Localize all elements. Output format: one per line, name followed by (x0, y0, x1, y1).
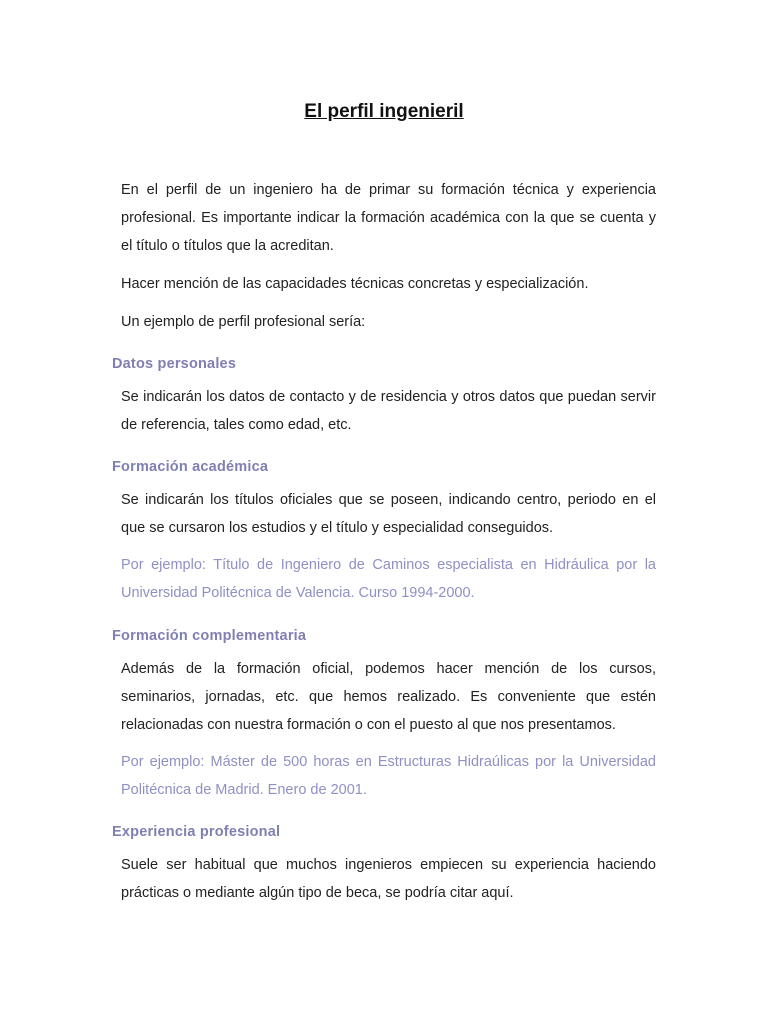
section-heading-formacion-complementaria: Formación complementaria (112, 628, 307, 644)
section-text-formacion-academica: Se indicarán los títulos oficiales que se poseen, indicando centro, periodo en el que se cursaron los estudios y el título y especialidad conseguidos. (121, 492, 656, 536)
section-text-formacion-complementaria: Además de la formación oficial, podemos hacer mención de los cursos, seminarios, jornadas, etc. que hemos realizado. Es conveniente que estén relacionadas con nuestra formación o con el puesto al que nos presentamos. (121, 661, 656, 733)
section-text-experiencia-profesional: Suele ser habitual que muchos ingenieros empiecen su experiencia haciendo prácticas o mediante algún tipo de beca, se podría citar aquí. (121, 857, 656, 901)
section-text-datos-personales: Se indicarán los datos de contacto y de residencia y otros datos que puedan servir de referencia, tales como edad, etc. (121, 389, 656, 433)
intro-paragraph-3: Un ejemplo de perfil profesional sería: (121, 314, 366, 330)
section-heading-formacion-academica: Formación académica (112, 459, 269, 475)
section-heading-datos-personales: Datos personales (112, 356, 237, 372)
intro-paragraph-1: En el perfil de un ingeniero ha de primar su formación técnica y experiencia profesional. Es importante indicar la formación académica con la que se cuenta y el título o títulos que la acreditan. (121, 182, 656, 254)
intro-paragraph-2: Hacer mención de las capacidades técnicas concretas y especialización. (121, 276, 589, 292)
page-title: El perfil ingenieril (304, 101, 464, 122)
section-heading-experiencia-profesional: Experiencia profesional (112, 824, 281, 840)
section-example-formacion-complementaria: Por ejemplo: Máster de 500 horas en Estructuras Hidraúlicas por la Universidad Politécnica de Madrid. Enero de 2001. (121, 754, 656, 798)
section-example-formacion-academica: Por ejemplo: Título de Ingeniero de Caminos especialista en Hidráulica por la Universidad Politécnica de Valencia. Curso 1994-2000. (121, 557, 656, 601)
